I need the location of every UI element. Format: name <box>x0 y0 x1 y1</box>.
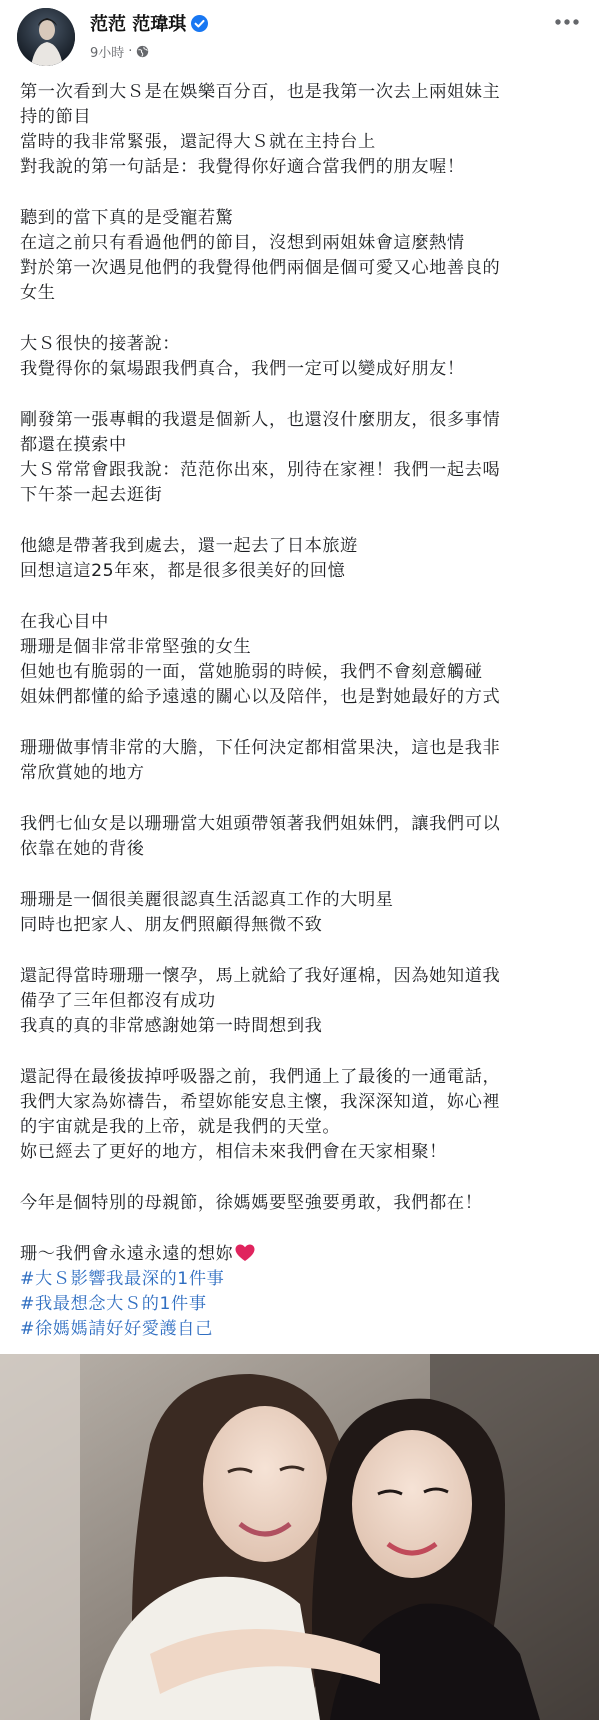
post-line: 我真的真的非常感謝她第一時間想到我 <box>20 1016 323 1036</box>
hashtag-link[interactable]: #我最想念大Ｓ的1件事 <box>20 1294 207 1314</box>
post-line: 依靠在她的背後 <box>20 839 145 859</box>
verified-badge-icon <box>191 15 208 32</box>
post-photo[interactable] <box>0 1354 599 1720</box>
post-line: 第一次看到大Ｓ是在娛樂百分百，也是我第一次去上兩姐妹主 <box>20 82 501 102</box>
post-paragraph <box>20 332 585 382</box>
closing-text: 珊～我們會永遠永遠的想妳 <box>20 1244 234 1264</box>
post-line: 備孕了三年但都沒有成功 <box>20 991 216 1011</box>
post-paragraph <box>20 1191 585 1216</box>
post-line: 下午茶一起去逛街 <box>20 485 163 505</box>
post-line: 大Ｓ常常會跟我說：范范你出來，別待在家裡！我們一起去喝 <box>20 460 501 480</box>
post-line: 我們七仙女是以珊珊當大姐頭帶領著我們姐妹們，讓我們可以 <box>20 814 501 834</box>
photo-illustration <box>0 1354 599 1720</box>
post-line: 我們大家為妳禱告，希望妳能安息主懷，我深深知道，妳心裡 <box>20 1092 501 1112</box>
post-line: 我覺得你的氣場跟我們真合，我們一定可以變成好朋友！ <box>20 359 465 379</box>
hashtag-list <box>20 1267 585 1342</box>
post-line: 對於第一次遇見他們的我覺得他們兩個是個可愛又心地善良的 <box>20 258 501 278</box>
post-line: 都還在摸索中 <box>20 435 127 455</box>
post-line: 還記得在最後拔掉呼吸器之前，我們通上了最後的一通電話， <box>20 1067 501 1087</box>
globe-icon <box>136 45 149 58</box>
post-timestamp[interactable]: 9小時 <box>90 45 125 61</box>
post-line: 他總是帶著我到處去，還一起去了日本旅遊 <box>20 536 358 556</box>
post-line: 常欣賞她的地方 <box>20 763 145 783</box>
post-line: 在這之前只有看過他們的節目，沒想到兩姐妹會這麼熱情 <box>20 233 465 253</box>
post-line: 今年是個特別的母親節，徐媽媽要堅強要勇敢，我們都在！ <box>20 1193 483 1213</box>
post-paragraph <box>20 610 585 710</box>
post-line: 妳已經去了更好的地方，相信未來我們會在天家相聚！ <box>20 1142 447 1162</box>
post-header <box>0 0 599 70</box>
post-paragraph <box>20 80 585 180</box>
meta-separator: · <box>128 43 133 59</box>
post-line: 女生 <box>20 283 56 303</box>
post-line: 珊珊是一個很美麗很認真生活認真工作的大明星 <box>20 890 394 910</box>
author-name[interactable]: 范范 范瑋琪 <box>90 14 187 35</box>
post-line: 姐妹們都懂的給予遠遠的關心以及陪伴，也是對她最好的方式 <box>20 687 501 707</box>
post-paragraph <box>20 888 585 938</box>
post-line: 剛發第一張專輯的我還是個新人，也還沒什麼朋友，很多事情 <box>20 410 501 430</box>
post-line: 在我心目中 <box>20 612 109 632</box>
post-paragraph <box>20 1065 585 1165</box>
more-options-icon[interactable] <box>554 16 580 28</box>
post-paragraph <box>20 964 585 1039</box>
closing-line <box>20 1242 585 1267</box>
post-body <box>20 80 585 1342</box>
post-line: 但她也有脆弱的一面，當她脆弱的時候，我們不會刻意觸碰 <box>20 662 483 682</box>
hashtag-link[interactable]: #大Ｓ影響我最深的1件事 <box>20 1269 225 1289</box>
post-line: 的宇宙就是我的上帝，就是我們的天堂。 <box>20 1117 341 1137</box>
hashtag-link[interactable]: #徐媽媽請好好愛護自己 <box>20 1319 213 1339</box>
post-line: 還記得當時珊珊一懷孕，馬上就給了我好運棉，因為她知道我 <box>20 966 501 986</box>
post-line: 珊珊做事情非常的大膽，下任何決定都相當果決，這也是我非 <box>20 738 501 758</box>
post-line: 持的節目 <box>20 107 92 127</box>
post-line: 回想這這25年來，都是很多很美好的回憶 <box>20 561 346 581</box>
post-line: 同時也把家人、朋友們照顧得無微不致 <box>20 915 323 935</box>
post-paragraph <box>20 534 585 584</box>
post-paragraph <box>20 736 585 786</box>
avatar[interactable] <box>17 8 75 66</box>
post-line: 珊珊是個非常非常堅強的女生 <box>20 637 252 657</box>
post-line: 大Ｓ很快的接著說： <box>20 334 181 354</box>
post-line: 聽到的當下真的是受寵若驚 <box>20 208 234 228</box>
post-paragraph <box>20 206 585 306</box>
post-paragraph <box>20 408 585 508</box>
post-line: 當時的我非常緊張，還記得大Ｓ就在主持台上 <box>20 132 376 152</box>
red-heart-icon <box>235 1244 255 1262</box>
post-line: 對我說的第一句話是：我覺得你好適合當我們的朋友喔！ <box>20 157 465 177</box>
post-paragraph <box>20 812 585 862</box>
closing-paragraph <box>20 1242 585 1267</box>
